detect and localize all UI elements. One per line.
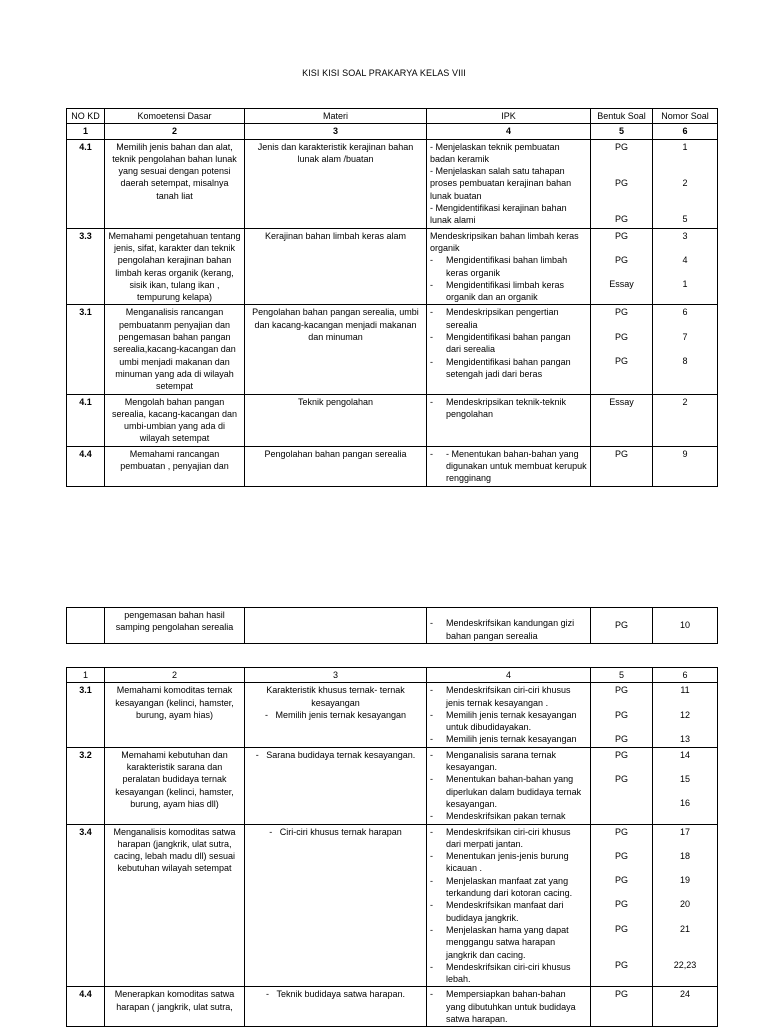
nomor-soal-value: 2 <box>682 177 688 188</box>
bentuk-soal-value: PG <box>614 254 628 265</box>
table-row <box>67 305 718 394</box>
bentuk-soal <box>591 683 653 747</box>
kompetensi-cell: Menerapkan komoditas satwa harapan ( jangkrik, ulat sutra, <box>105 987 245 1027</box>
nomor-soal-value: 18 <box>679 850 690 861</box>
ipk-item <box>430 709 587 734</box>
ipk-bullet: - <box>430 307 433 318</box>
kd-cell: 3.1 <box>67 683 105 747</box>
table-row <box>67 683 718 747</box>
ipk-bullet: - <box>430 811 433 822</box>
ipk-text: Mendeskripsikan bahan limbah keras organik <box>430 230 579 253</box>
bentuk-soal <box>591 394 653 446</box>
colnum-5: 5 <box>591 668 653 683</box>
ipk-cell <box>427 139 591 228</box>
ipk-item <box>430 684 587 709</box>
bentuk-soal-value: PG <box>614 141 628 152</box>
ipk-item <box>430 810 587 822</box>
ipk-text: Menganalisis sarana ternak kesayangan. <box>446 749 557 773</box>
bentuk-soal-value: PG <box>614 448 628 459</box>
kisi-table-page1 <box>66 108 718 487</box>
ipk-bullet: - <box>430 332 433 343</box>
ipk-cell <box>427 608 591 644</box>
header-no-kd: NO KD <box>67 109 105 124</box>
ipk-text: - Menjelaskan salah satu tahapan proses pembuatan kerajinan bahan lunak buatan <box>430 166 572 201</box>
colnum-4: 4 <box>427 668 591 683</box>
ipk-cell <box>427 747 591 824</box>
kompetensi-cell: Memahami komoditas ternak kesayangan (kelinci, hamster, burung, ayam hias) <box>105 683 245 747</box>
nomor-soal-value: 21 <box>679 923 690 934</box>
ipk-text: Mendeskrifsikan kandungan gizi bahan pangan serealia <box>446 618 575 641</box>
nomor-soal <box>653 987 718 1027</box>
table-row <box>67 394 718 446</box>
ipk-bullet: - <box>430 900 433 911</box>
kompetensi-cell: Memahami pengetahuan tentang jenis, sifat, karakter dan teknik pengolahan kerajinan bahan limbah keras organik (kerang, sisik ikan, tulang ikan , tempurung kelapa) <box>105 228 245 305</box>
document-title: KISI KISI SOAL PRAKARYA KELAS VIII <box>302 68 466 78</box>
ipk-item <box>430 988 587 1025</box>
header-kompetensi: Komoetensi Dasar <box>105 109 245 124</box>
kompetensi-cell: pengemasan bahan hasil samping pengolahan serealia <box>105 608 245 644</box>
ipk-text: Mendeskripsikan pengertian serealia <box>446 307 559 330</box>
nomor-soal <box>653 139 718 228</box>
materi-text: Teknik budidaya satwa harapan. <box>276 989 406 1000</box>
ipk-bullet: - <box>430 255 433 266</box>
bentuk-soal <box>591 446 653 486</box>
nomor-soal-value: 1 <box>682 279 688 290</box>
materi-cell <box>245 824 427 987</box>
ipk-item <box>430 924 587 961</box>
header-row <box>67 109 718 124</box>
ipk-text: Menjelaskan manfaat zat yang terkandung dari kotoran cacing. <box>446 875 573 899</box>
table-row <box>67 747 718 824</box>
ipk-text: - Mengidentifikasi kerajinan bahan lunak alami <box>430 203 567 226</box>
ipk-item <box>430 617 587 642</box>
nomor-soal-value: 24 <box>679 989 690 1000</box>
bentuk-soal-value: PG <box>614 923 628 934</box>
bentuk-soal-value: PG <box>614 850 628 861</box>
kompetensi-cell: Memahami rancangan pembuatan , penyajian dan <box>105 446 245 486</box>
ipk-text: Mendeskrifsikan ciri-ciri khusus dari merpati jantan. <box>446 826 571 849</box>
bentuk-soal <box>591 987 653 1027</box>
kisi-table-page2 <box>66 667 718 1027</box>
materi-bullet: - <box>269 826 273 837</box>
table-row <box>67 139 718 228</box>
kompetensi-cell: Memahami kebutuhan dan karakteristik sarana dan peralatan budidaya ternak kesayangan (kelinci, hamster, burung, ayam hias dll) <box>105 747 245 824</box>
kompetensi-cell: Menganalisis rancangan pembuatanm penyajian dan pengemasan bahan pangan serealia,kacang-kacangan dan umbi menjadi makanan dan minuman yang ada di wilayah setempat <box>105 305 245 394</box>
bentuk-soal-value: PG <box>614 331 628 342</box>
materi-cell: Jenis dan karakteristik kerajinan bahan lunak alam /buatan <box>245 139 427 228</box>
materi-text: Ciri-ciri khusus ternak harapan <box>279 826 402 837</box>
header-materi: Materi <box>245 109 427 124</box>
ipk-text: Mempersiapkan bahan-bahan yang dibutuhkan untuk budidaya satwa harapan. <box>446 989 576 1025</box>
materi-text: Sarana budidaya ternak kesayangan. <box>266 749 416 760</box>
column-number-row <box>67 124 718 139</box>
bentuk-soal <box>591 608 653 644</box>
ipk-cell <box>427 446 591 486</box>
materi-cell <box>245 747 427 824</box>
ipk-text: Mengidentifikasi bahan limbah keras organik <box>446 255 568 278</box>
ipk-text: Memilih jenis ternak kesayangan <box>446 734 577 745</box>
ipk-text: Menjelaskan hama yang dapat menggangu satwa harapan jangkrik dan cacing. <box>446 924 569 960</box>
colnum-1: 1 <box>67 124 105 139</box>
ipk-text: Menentukan bahan-bahan yang diperlukan dalam budidaya ternak kesayangan. <box>446 774 582 809</box>
materi-cell: Kerajinan bahan limbah keras alam <box>245 228 427 305</box>
table-row <box>67 824 718 987</box>
nomor-soal-value: 6 <box>682 307 688 318</box>
bentuk-soal <box>591 139 653 228</box>
ipk-item <box>430 875 587 900</box>
ipk-bullet: - <box>430 989 433 1000</box>
ipk-text: Menentukan jenis-jenis burung kicauan . <box>446 851 569 874</box>
bentuk-soal <box>591 824 653 987</box>
ipk-item <box>430 773 587 810</box>
materi-bullet: - <box>264 709 268 720</box>
ipk-item <box>430 356 587 381</box>
ipk-bullet: - <box>430 709 433 720</box>
colnum-1: 1 <box>67 668 105 683</box>
nomor-soal-value: 12 <box>679 709 690 720</box>
materi-cell: Pengolahan bahan pangan serealia, umbi dan kacang-kacangan menjadi makanan dan minuman <box>245 305 427 394</box>
nomor-soal <box>653 824 718 987</box>
ipk-text: Mengidentifikasi limbah keras organik dan an organik <box>446 279 565 303</box>
kd-cell: 4.4 <box>67 987 105 1027</box>
materi-cell: Pengolahan bahan pangan serealia <box>245 446 427 486</box>
ipk-item <box>430 961 587 986</box>
ipk-item <box>430 733 587 745</box>
ipk-bullet: - <box>430 734 433 745</box>
nomor-soal <box>653 394 718 446</box>
ipk-item <box>430 899 587 924</box>
nomor-soal-value: 17 <box>679 826 690 837</box>
bentuk-soal-value: PG <box>614 875 628 886</box>
ipk-text: Mendeskrifsikan pakan ternak <box>446 811 566 822</box>
ipk-cell <box>427 987 591 1027</box>
ipk-bullet: - <box>430 618 433 629</box>
materi-text: Karakteristik khusus ternak- ternak kesayangan <box>266 685 405 708</box>
nomor-soal <box>653 747 718 824</box>
header-bentuk-soal: Bentuk Soal <box>591 109 653 124</box>
ipk-cell <box>427 683 591 747</box>
header-nomor-soal: Nomor Soal <box>653 109 718 124</box>
colnum-2: 2 <box>105 668 245 683</box>
materi-line <box>248 749 423 761</box>
ipk-bullet: - <box>430 961 433 972</box>
ipk-bullet: - <box>430 749 433 760</box>
ipk-bullet: - <box>430 685 433 696</box>
nomor-soal-value: 4 <box>682 254 688 265</box>
ipk-text: - Menjelaskan teknik pembuatan badan keramik <box>430 141 560 164</box>
materi-text: Memilih jenis ternak kesayangan <box>275 709 407 720</box>
materi-bullet: - <box>255 749 259 760</box>
table-row <box>67 608 718 644</box>
ipk-text: Mendeskrifsikan ciri-ciri khusus jenis ternak kesayangan . <box>446 685 571 708</box>
colnum-4: 4 <box>427 124 591 139</box>
bentuk-soal <box>591 305 653 394</box>
kompetensi-cell: Menganalisis komoditas satwa harapan (jangkrik, ulat sutra, cacing, lebah madu dll) sesuai kebutuhan wilayah setempat <box>105 824 245 987</box>
materi-bullet: - <box>265 989 269 1000</box>
nomor-soal-value: 20 <box>679 899 690 910</box>
ipk-item <box>430 749 587 774</box>
colnum-3: 3 <box>245 124 427 139</box>
bentuk-soal-value: PG <box>614 774 628 785</box>
ipk-cell <box>427 228 591 305</box>
ipk-cell <box>427 394 591 446</box>
ipk-text: - Menentukan bahan-bahan yang digunakan untuk membuat kerupuk rengginang <box>446 448 587 484</box>
colnum-6: 6 <box>653 668 718 683</box>
nomor-soal-value: 15 <box>679 774 690 785</box>
bentuk-soal <box>591 747 653 824</box>
materi-cell <box>245 683 427 747</box>
nomor-soal-value: 9 <box>682 448 688 459</box>
ipk-item <box>430 396 587 421</box>
ipk-bullet: - <box>430 924 433 935</box>
colnum-6: 6 <box>653 124 718 139</box>
kd-cell: 3.2 <box>67 747 105 824</box>
nomor-soal-value: 2 <box>682 396 688 407</box>
kd-cell: 4.1 <box>67 139 105 228</box>
bentuk-soal-value: PG <box>614 709 628 720</box>
nomor-soal-value: 13 <box>679 733 690 744</box>
materi-cell: Teknik pengolahan <box>245 394 427 446</box>
nomor-soal-value: 14 <box>679 749 690 760</box>
kisi-table-continuation <box>66 607 718 644</box>
kd-cell: 3.1 <box>67 305 105 394</box>
ipk-item <box>430 331 587 356</box>
kd-cell <box>67 608 105 644</box>
nomor-soal-value: 10 <box>679 620 690 631</box>
bentuk-soal-value: PG <box>614 826 628 837</box>
bentuk-soal <box>591 228 653 305</box>
ipk-bullet: - <box>430 356 433 367</box>
nomor-soal <box>653 228 718 305</box>
nomor-soal-value: 7 <box>682 331 688 342</box>
nomor-soal-value: 19 <box>679 875 690 886</box>
bentuk-soal-value: PG <box>614 230 628 241</box>
ipk-bullet: - <box>430 448 433 459</box>
ipk-cell <box>427 824 591 987</box>
materi-line <box>248 684 423 709</box>
bentuk-soal-value: PG <box>614 307 628 318</box>
kd-cell: 4.1 <box>67 394 105 446</box>
materi-line <box>248 709 423 721</box>
bentuk-soal-value: PG <box>614 177 628 188</box>
materi-cell <box>245 608 427 644</box>
ipk-item <box>430 254 587 279</box>
bentuk-soal-value: PG <box>614 749 628 760</box>
materi-line <box>248 826 423 838</box>
kd-cell: 3.4 <box>67 824 105 987</box>
header-ipk: IPK <box>427 109 591 124</box>
nomor-soal-value: 16 <box>679 798 690 809</box>
nomor-soal-value: 5 <box>682 214 688 225</box>
bentuk-soal-value: PG <box>614 620 628 631</box>
ipk-text: Memilih jenis ternak kesayangan untuk dibudidayakan. <box>446 709 577 733</box>
materi-cell <box>245 987 427 1027</box>
bentuk-soal-value: PG <box>614 899 628 910</box>
materi-line <box>248 988 423 1000</box>
ipk-cell <box>427 305 591 394</box>
nomor-soal-value: 22,23 <box>673 960 697 971</box>
ipk-bullet: - <box>430 774 433 785</box>
ipk-text: Mendeskrifsikan manfaat dari budidaya jangkrik. <box>446 900 564 923</box>
ipk-text: Mengidentifikasi bahan pangan setengah jadi dari beras <box>446 356 571 379</box>
ipk-item <box>430 826 587 851</box>
ipk-item <box>430 306 587 331</box>
colnum-5: 5 <box>591 124 653 139</box>
kompetensi-cell: Mengolah bahan pangan serealia, kacang-kacangan dan umbi-umbian yang ada di wilayah setempat <box>105 394 245 446</box>
bentuk-soal-value: PG <box>614 960 628 971</box>
ipk-text: Mendeskripsikan teknik-teknik pengolahan <box>446 396 567 419</box>
ipk-bullet: - <box>430 279 433 290</box>
nomor-soal <box>653 683 718 747</box>
bentuk-soal-value: PG <box>614 989 628 1000</box>
bentuk-soal-value: PG <box>614 356 628 367</box>
kd-cell: 4.4 <box>67 446 105 486</box>
column-number-row <box>67 668 718 683</box>
bentuk-soal-value <box>594 797 649 809</box>
colnum-3: 3 <box>245 668 427 683</box>
nomor-soal-value: 3 <box>682 230 688 241</box>
ipk-bullet: - <box>430 875 433 886</box>
nomor-soal-value: 8 <box>682 356 688 367</box>
nomor-soal <box>653 305 718 394</box>
bentuk-soal-value: PG <box>614 685 628 696</box>
ipk-item <box>430 448 587 485</box>
ipk-item <box>430 850 587 875</box>
ipk-bullet: - <box>430 851 433 862</box>
bentuk-soal-value: PG <box>614 733 628 744</box>
bentuk-soal-value: Essay <box>609 279 634 290</box>
ipk-text: Mengidentifikasi bahan pangan dari serealia <box>446 332 571 355</box>
ipk-text: Mendeskrifsikan ciri-ciri khusus lebah. <box>446 961 571 985</box>
ipk-bullet: - <box>430 826 433 837</box>
nomor-soal <box>653 608 718 644</box>
ipk-item <box>430 279 587 304</box>
kompetensi-cell: Memilih jenis bahan dan alat, teknik pengolahan bahan lunak yang sesuai dengan potensi daerah setempat, misalnya tanah liat <box>105 139 245 228</box>
nomor-soal-value: 11 <box>680 685 690 696</box>
table-row <box>67 228 718 305</box>
table-row <box>67 987 718 1027</box>
nomor-soal-value: 1 <box>682 141 688 152</box>
bentuk-soal-value: PG <box>614 214 628 225</box>
nomor-soal <box>653 446 718 486</box>
bentuk-soal-value: Essay <box>609 396 634 407</box>
ipk-bullet: - <box>430 396 433 407</box>
colnum-2: 2 <box>105 124 245 139</box>
kd-cell: 3.3 <box>67 228 105 305</box>
table-row <box>67 446 718 486</box>
